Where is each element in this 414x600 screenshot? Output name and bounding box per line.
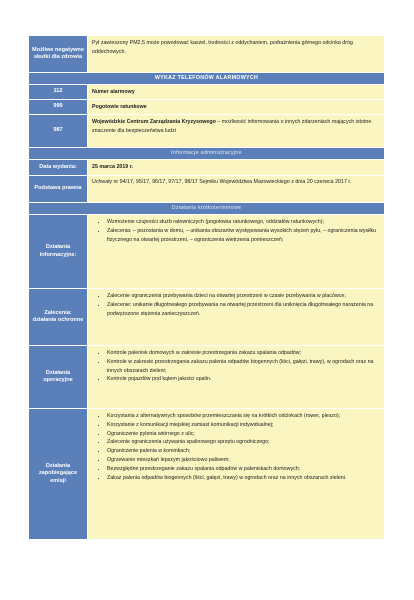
- legal-basis-value: Uchwały nr 94/17, 95/17, 96/17, 97/17, 98/17 Sejmiku Województwa Mazowieckiego z dnia 20 czerwca 2017 r.: [88, 176, 384, 202]
- issue-date-value: 25 marca 2019 r.: [88, 160, 384, 175]
- action-item: • Zakaz palenia odpadów biogennych (liści, gałęzi, trawy) w ogrodach oraz na innych obszarach zieleni.: [107, 474, 379, 483]
- action-item: • Bezwzględne przestrzeganie zakazu spalania odpadów w paleniskach domowych;: [107, 465, 379, 474]
- action-items: [88, 215, 384, 288]
- action-item: • Zalecenia: – pozostania w domu, – unikania obszarów występowania wysokich stężeń pyłu, – ograniczenia wysiłku fizycznego na otwartej przestrzeni, – ograniczenia wietrzenia pomieszczeń;: [107, 227, 379, 245]
- action-items: [88, 409, 384, 539]
- phone-row: [29, 100, 384, 115]
- action-item: • Ograniczenie palenia w kominkach;: [107, 447, 379, 456]
- phone-name: Numer alarmowy: [88, 85, 384, 99]
- action-item: • Zalecenie ograniczenia przebywania dzieci na otwartej przestrzeni w czasie przebywania w placówce;: [107, 292, 379, 301]
- alert-document: [29, 36, 384, 540]
- phone-number: 112: [29, 85, 88, 99]
- phone-note: – możliwość informowania o innych zdarzeniach mających istotne znaczenie dla bezpieczeństwa ludzi: [92, 119, 372, 134]
- action-row-zapobiegajace: [29, 409, 384, 540]
- action-item: • Kontrole pojazdów pod kątem jakości spalin.: [107, 375, 379, 384]
- action-item: • Kontrole w zakresie przestrzegania zakazu palenia odpadów biogennych (liści, gałęzi, trawy), w ogrodach oraz na innych obszarach zieleni;: [107, 358, 379, 376]
- phone-name: Wojewódzkie Centrum Zarządzania Kryzysowego – możliwość informowania o innych zdarzeniach mających istotne znaczenie dla bezpieczeństwa ludzi: [88, 115, 384, 147]
- health-effects-label: Możliwe negatywne skutki dla zdrowia: [29, 36, 88, 72]
- issue-date-label: Data wydania:: [29, 160, 88, 175]
- phone-row: [29, 115, 384, 148]
- phone-row: [29, 85, 384, 100]
- action-row-operacyjne: [29, 346, 384, 409]
- action-item: • Ogrzewanie mieszkań lepszym jakościowo paliwem;: [107, 456, 379, 465]
- action-item: • Korzystania z alternatywnych sposobów przemieszczania się na krótkich odcinkach (rower, pieszo);: [107, 412, 379, 421]
- action-items: [88, 346, 384, 408]
- phones-header: WYKAZ TELEFONÓW ALARMOWYCH: [29, 73, 384, 85]
- action-item: • Korzystanie z komunikacji miejskiej zamiast komunikacji indywidualnej;: [107, 421, 379, 430]
- action-row-informacyjne: [29, 215, 384, 289]
- action-row-ochronne: [29, 289, 384, 346]
- admin-header: Informacje administracyjne: [29, 148, 384, 160]
- action-label: Działania zapobiegające emisji: [29, 409, 88, 539]
- action-item: • Zalecenie ograniczenia używania spalinowego sprzętu ogrodniczego;: [107, 438, 379, 447]
- action-item: • Wzmożenie czujności służb ratowniczych (pogotowia ratunkowego, oddziałów ratunkowych);: [107, 218, 379, 227]
- legal-basis-label: Podstawa prawna: [29, 176, 88, 202]
- action-label: Działania informacyjne:: [29, 215, 88, 288]
- issue-date-row: [29, 160, 384, 176]
- actions-header: Działania krótkoterminowe: [29, 203, 384, 215]
- legal-basis-row: [29, 176, 384, 203]
- phone-number: 999: [29, 100, 88, 114]
- health-effects-text: Pył zawieszony PM2,5 może powodować kaszel, trudności z oddychaniem, podrażnienia górnego odcinka dróg oddechowych.: [88, 36, 384, 72]
- action-item: • Ograniczenie pylenia wtórnego z ulic;: [107, 430, 379, 439]
- phone-name: Pogotowie ratunkowe: [88, 100, 384, 114]
- action-label: Zalecenia: działania ochronne: [29, 289, 88, 345]
- health-effects-row: [29, 36, 384, 73]
- action-item: • Zalecenie: unikanie długotrwałego przebywania na otwartej przestrzeni dla uniknięcia długotrwałego narażenia na podwyższone stężenia zanieczyszczeń.: [107, 301, 379, 319]
- action-item: • Kontrole palenisk domowych w zakresie przestrzegania zakazu spalania odpadów;: [107, 349, 379, 358]
- phone-number: 987: [29, 115, 88, 147]
- action-items: [88, 289, 384, 345]
- action-label: Działania operacyjne: [29, 346, 88, 408]
